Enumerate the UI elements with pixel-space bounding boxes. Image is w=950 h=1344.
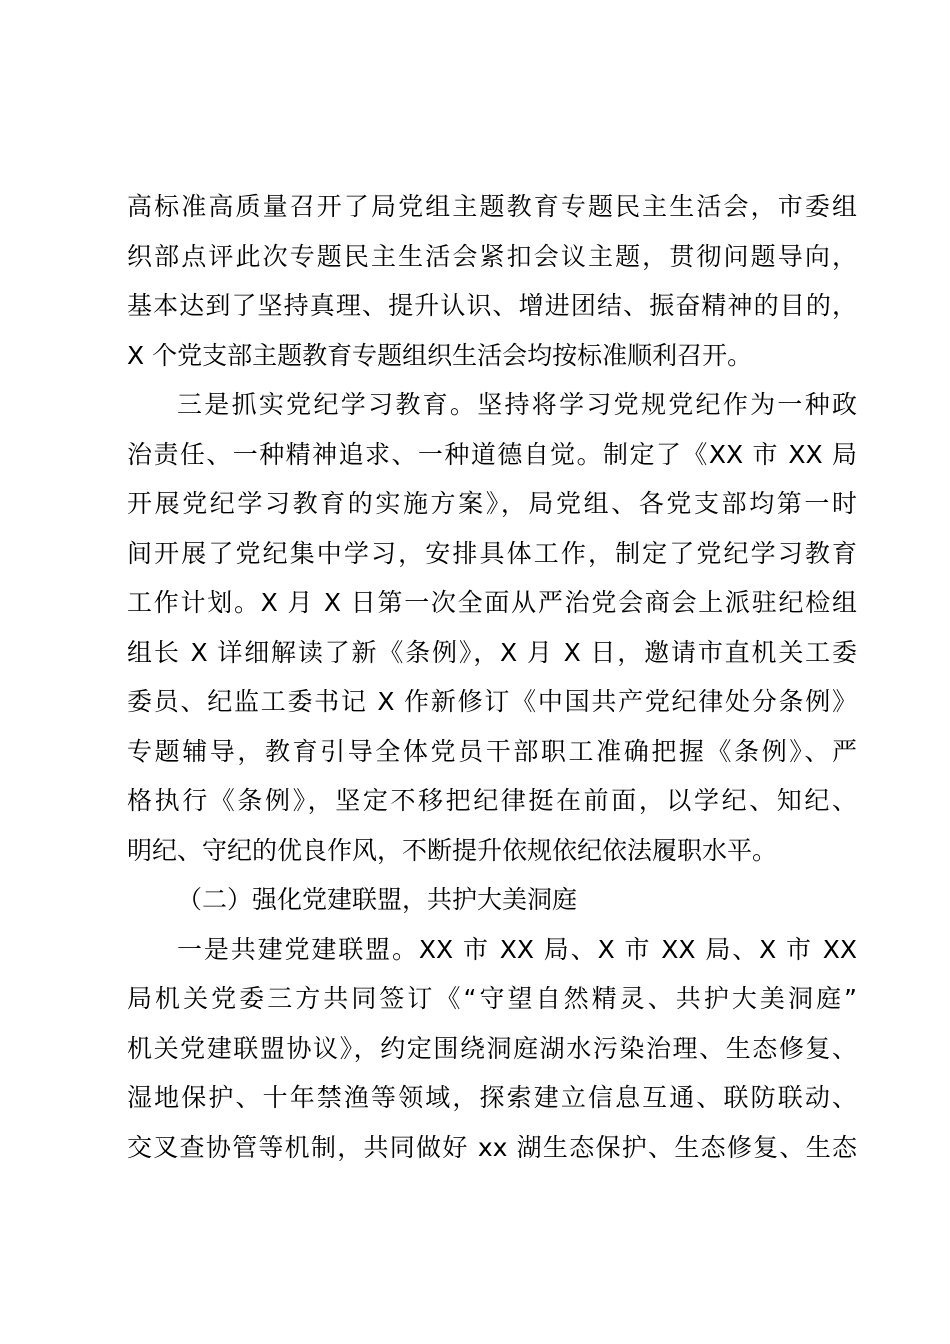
text-line: 局机关党委三方共同签订《“守望自然精灵、共护大美洞庭” xyxy=(127,984,857,1013)
text-line: 基本达到了坚持真理、提升认识、增进团结、振奋精神的目的， xyxy=(127,291,857,320)
text-line: 工作计划。X 月 X 日第一次全面从严治党会商会上派驻纪检组 xyxy=(127,588,857,617)
text-line: 明纪、守纪的优良作风，不断提升依规依纪依法履职水平。 xyxy=(127,835,778,865)
text-line: 机关党建联盟协议》，约定围绕洞庭湖水污染治理、生态修复、 xyxy=(127,1033,857,1063)
text-line: 组长 X 详细解读了新《条例》，X 月 X 日，邀请市直机关工委 xyxy=(127,637,857,667)
text-line: 织部点评此次专题民主生活会紧扣会议主题，贯彻问题导向， xyxy=(127,241,857,271)
section-heading: （二）强化党建联盟，共护大美洞庭 xyxy=(177,885,578,914)
text-line: 湿地保护、十年禁渔等领域，探索建立信息互通、联防联动、 xyxy=(127,1083,857,1112)
text-line: 开展党纪学习教育的实施方案》，局党组、各党支部均第一时 xyxy=(127,489,857,518)
text-line: X 个党支部主题教育专题组织生活会均按标准顺利召开。 xyxy=(127,340,753,370)
text-line: 专题辅导，教育引导全体党员干部职工准确把握《条例》、严 xyxy=(127,736,857,766)
text-line: 高标准高质量召开了局党组主题教育专题民主生活会，市委组 xyxy=(127,192,857,221)
text-line: 治责任、一种精神追求、一种道德自觉。制定了《XX 市 XX 局 xyxy=(127,439,857,469)
text-line: 格执行《条例》，坚定不移把纪律挺在前面，以学纪、知纪、 xyxy=(127,786,857,815)
paragraph-start-line: 三是抓实党纪学习教育。坚持将学习党规党纪作为一种政 xyxy=(177,390,857,419)
text-line: 交叉查协管等机制，共同做好 xx 湖生态保护、生态修复、生态 xyxy=(127,1132,857,1162)
text-line: 委员、纪监工委书记 X 作新修订《中国共产党纪律处分条例》 xyxy=(127,687,857,716)
body-text xyxy=(127,182,857,1172)
text-line: 间开展了党纪集中学习，安排具体工作，制定了党纪学习教育 xyxy=(127,538,857,568)
paragraph-start-line: 一是共建党建联盟。XX 市 XX 局、X 市 XX 局、X 市 XX xyxy=(177,934,857,964)
